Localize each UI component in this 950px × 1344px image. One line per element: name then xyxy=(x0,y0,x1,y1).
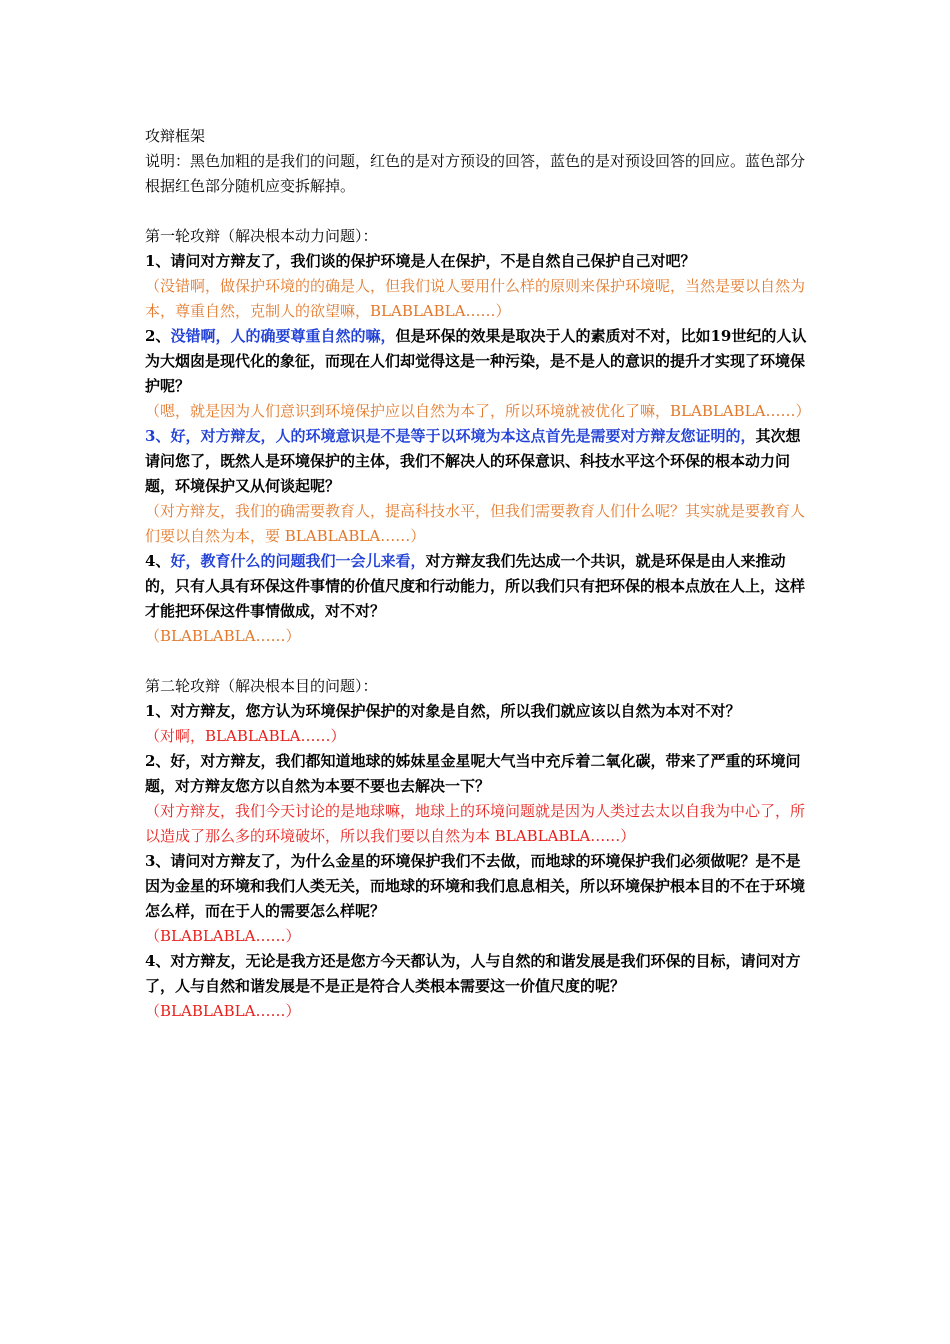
round1-answer-2: （嗯，就是因为人们意识到环境保护应以自然为本了，所以环境就被优化了嘛，BLABLABLA……） xyxy=(145,402,811,420)
round1-q2-text: 但是环保的效果是取决于人的素质对不对，比如19世纪的人认为大烟囱是现代化的象征，而现在人们却觉得这是一种污染，是不是人的意识的提升才实现了环境保护呢？ xyxy=(145,327,807,395)
round1-q4-number: 4、 xyxy=(145,552,171,570)
round1-q3-response: 好，对方辩友，人的环境意识是不是等于以环境为本这点首先是需要对方辩友您证明的， xyxy=(170,427,756,445)
round2-answer-2: （对方辩友，我们今天讨论的是地球嘛，地球上的环境问题就是因为人类过去太以自我为中心了，所以造成了那么多的环境破坏，所以我们要以自然为本 BLABLABLA……） xyxy=(145,802,806,845)
round1-q3-text: 其次想请问您了，既然人是环境保护的主体，我们不解决人的环保意识、科技水平这个环保的根本动力问题，环境保护又从何谈起呢？ xyxy=(145,427,801,495)
round1-q4-response: 好，教育什么的问题我们一会儿来看， xyxy=(170,552,426,570)
round1-answer-4: （BLABLABLA……） xyxy=(145,627,301,645)
round1-question-1: 1、请问对方辩友了，我们谈的保护环境是人在保护，不是自然自己保护自己对吧？ xyxy=(145,252,696,270)
round2-question-3: 3、请问对方辩友了，为什么金星的环境保护我们不去做，而地球的环境保护我们必须做呢？是不是因为金星的环境和我们人类无关，而地球的环境和我们息息相关，所以环境保护根本目的不在于环境怎么样，而在于人的需要怎么样呢？ xyxy=(145,852,806,920)
round1-q4-text: 对方辩友我们先达成一个共识，就是环保是由人来推动的，只有人具有环保这件事情的价值尺度和行动能力，所以我们只有把环保的根本点放在人上，这样才能把环保这件事情做成，对不对？ xyxy=(145,552,806,620)
round2-question-2: 2、好，对方辩友，我们都知道地球的姊妹星金星呢大气当中充斥着二氧化碳，带来了严重的环境问题，对方辩友您方以自然为本要不要也去解决一下？ xyxy=(145,752,801,795)
doc-title: 攻辩框架 xyxy=(145,127,206,145)
round2-question-1: 1、对方辩友，您方认为环境保护保护的对象是自然，所以我们就应该以自然为本对不对？ xyxy=(145,702,741,720)
round1-question-3 xyxy=(145,424,810,499)
round1-q2-number: 2、 xyxy=(145,327,171,345)
spacer xyxy=(145,649,810,674)
round1-q3-number: 3、 xyxy=(145,427,171,445)
round2-heading: 第二轮攻辩（解决根本目的问题）： xyxy=(145,677,378,695)
round1-question-4 xyxy=(145,549,810,624)
round1-answer-3: （对方辩友，我们的确需要教育人，提高科技水平，但我们需要教育人们什么呢？其实就是要教育人们要以自然为本，要 BLABLABLA……） xyxy=(145,502,806,545)
round2-answer-1: （对啊，BLABLABLA……） xyxy=(145,727,346,745)
round2-answer-4: （BLABLABLA……） xyxy=(145,1002,301,1020)
round1-q2-response: 没错啊，人的确要尊重自然的嘛， xyxy=(170,327,396,345)
round1-question-2 xyxy=(145,324,810,399)
explanation: 说明：黑色加粗的是我们的问题，红色的是对方预设的回答，蓝色的是对预设回答的回应。蓝色部分根据红色部分随机应变拆解掉。 xyxy=(145,152,806,195)
document-page xyxy=(145,124,810,1024)
round2-question-4: 4、对方辩友，无论是我方还是您方今天都认为，人与自然的和谐发展是我们环保的目标，请问对方了，人与自然和谐发展是不是正是符合人类根本需要这一价值尺度的呢？ xyxy=(145,952,801,995)
round1-answer-1: （没错啊，做保护环境的的确是人，但我们说人要用什么样的原则来保护环境呢，当然是要以自然为本，尊重自然，克制人的欲望嘛，BLABLABLA……） xyxy=(145,277,806,320)
round2-answer-3: （BLABLABLA……） xyxy=(145,927,301,945)
spacer xyxy=(145,199,810,224)
round1-heading: 第一轮攻辩（解决根本动力问题）： xyxy=(145,227,378,245)
